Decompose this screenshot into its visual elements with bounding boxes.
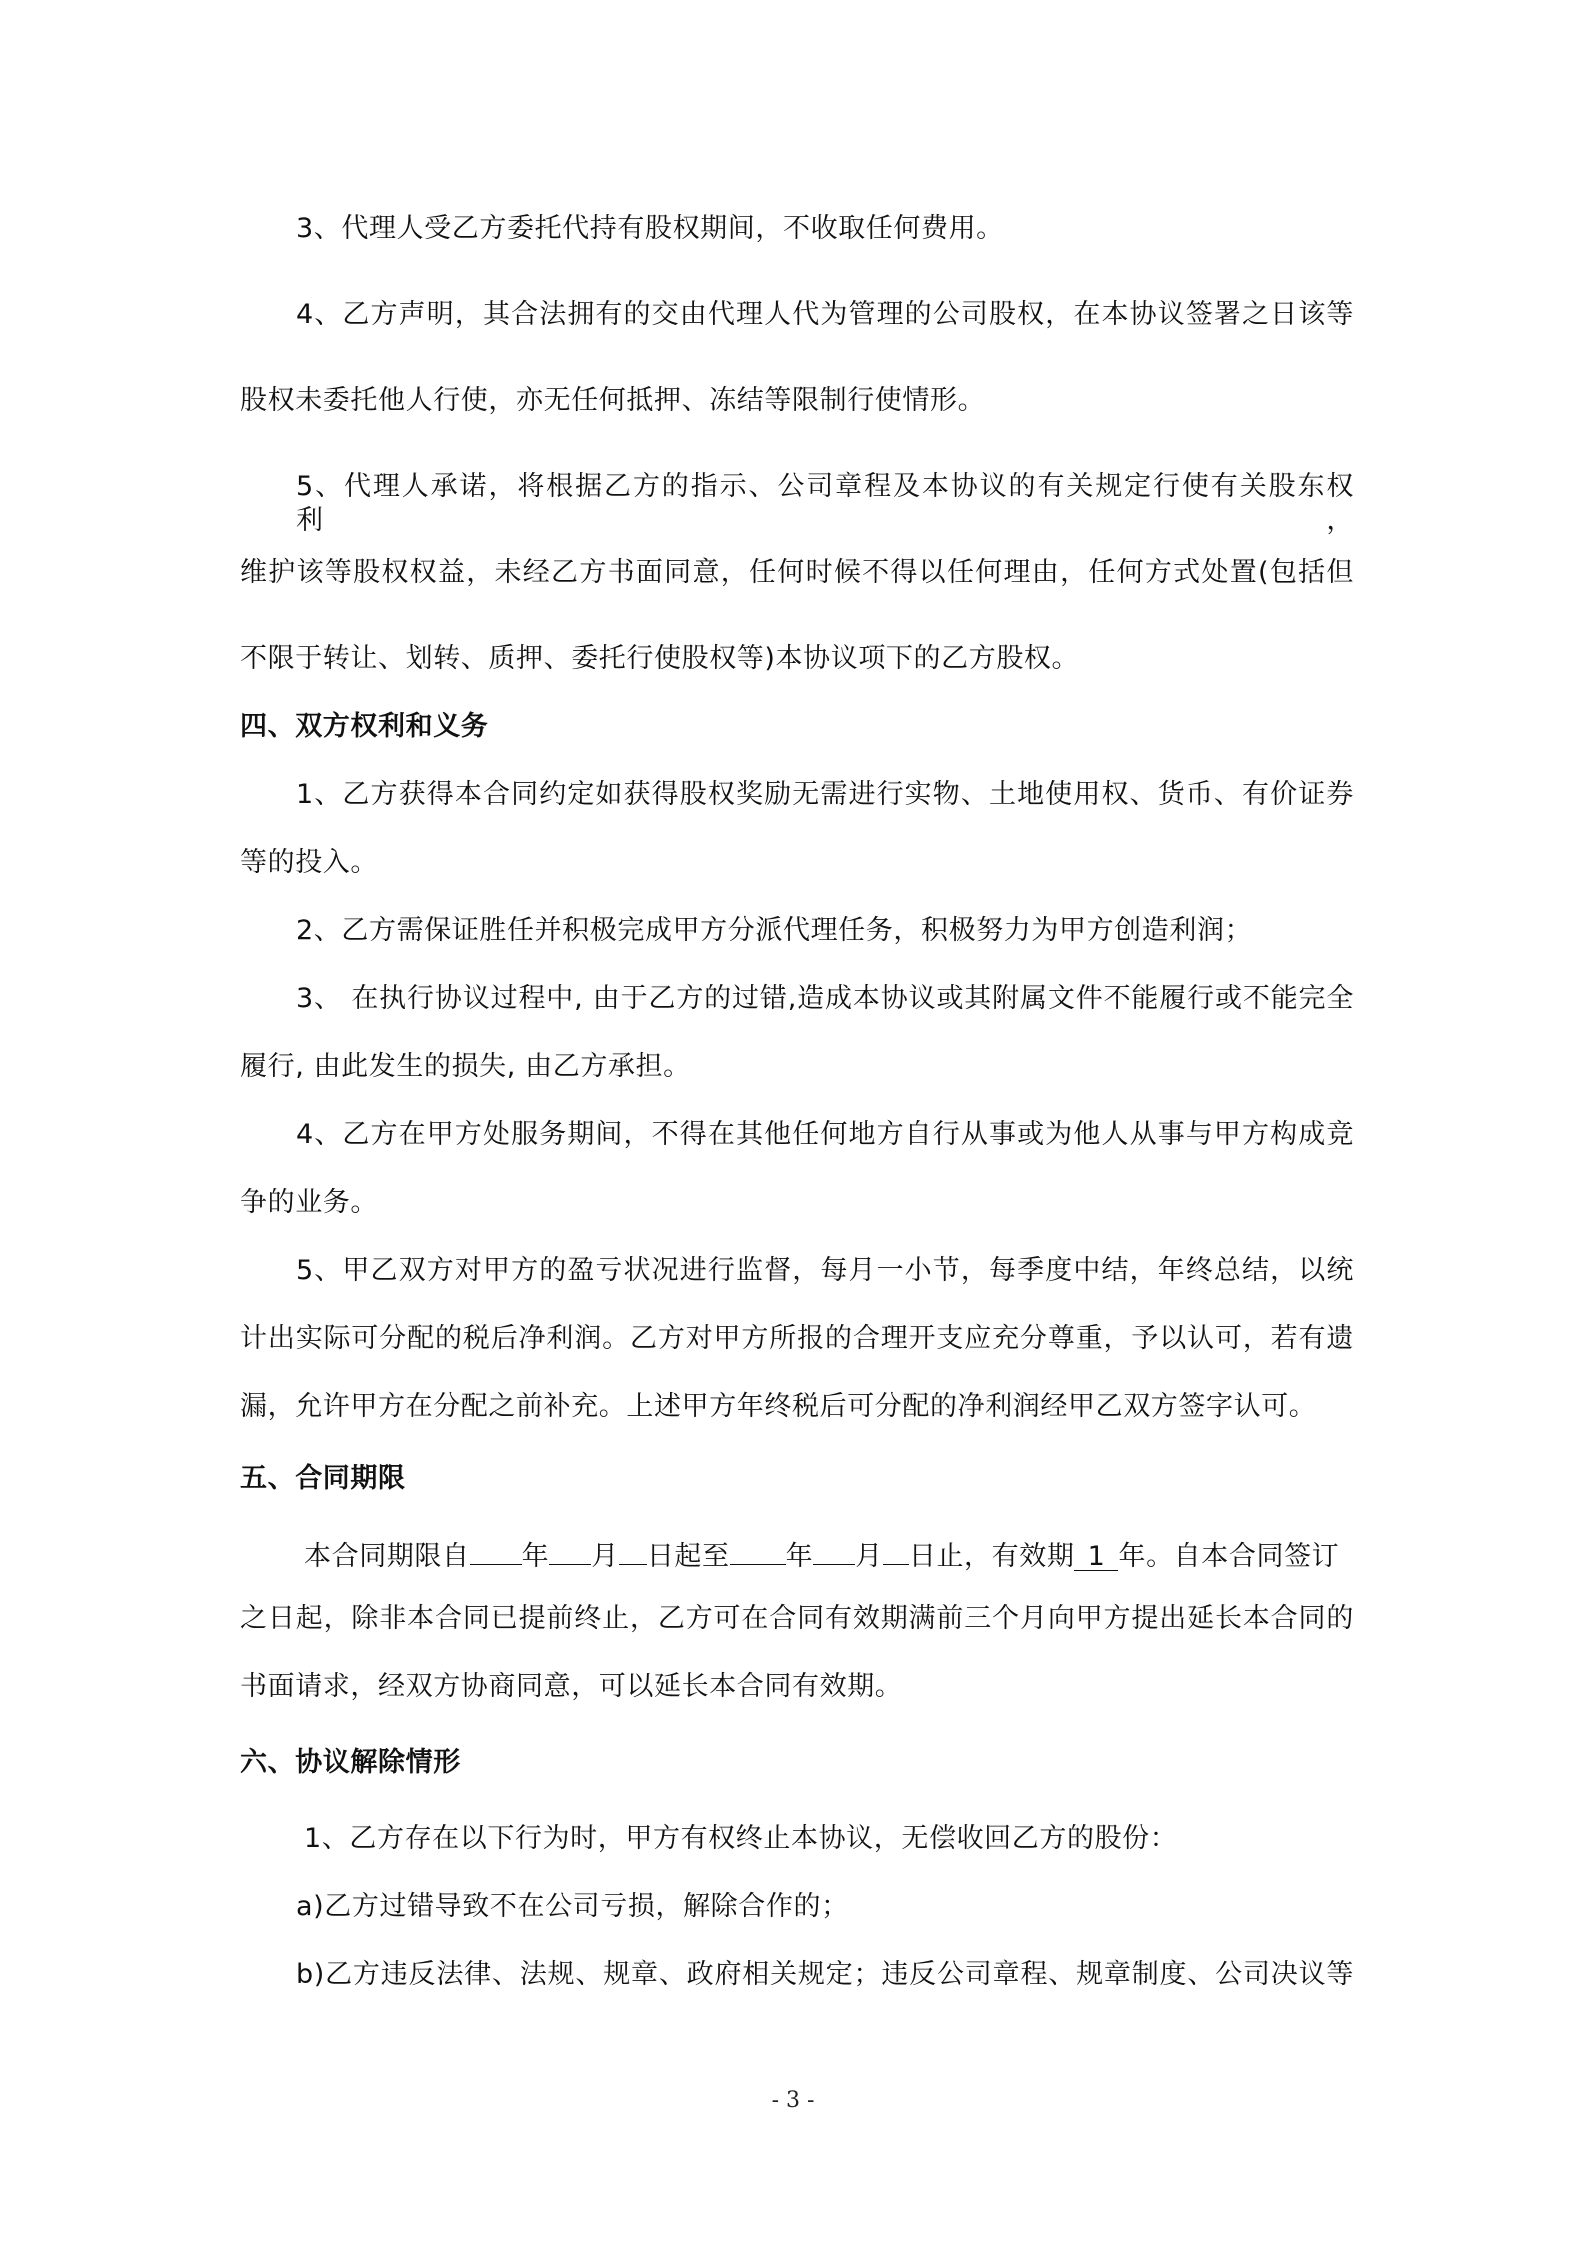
paragraph-item-5-line-2: 维护该等股权权益，未经乙方书面同意，任何时候不得以任何理由，任何方式处置(包括但 (240, 557, 1354, 588)
section-6-item-a: a)乙方过错导致不在公司亏损，解除合作的； (296, 1891, 849, 1922)
paragraph-item-3: 3、代理人受乙方委托代持有股权期间，不收取任何费用。 (296, 213, 1004, 244)
end-day-blank (883, 1534, 909, 1565)
section-4-item-2: 2、乙方需保证胜任并积极完成甲方分派代理任务，积极努力为甲方创造利润； (296, 915, 1253, 946)
end-month-label: 月 (855, 1541, 883, 1572)
section-4-item-5-line-2: 计出实际可分配的税后净利润。乙方对甲方所报的合理开支应充分尊重，予以认可，若有遗 (240, 1323, 1354, 1354)
section-6-heading: 六、协议解除情形 (240, 1747, 461, 1778)
section-4-item-1-line-1: 1、乙方获得本合同约定如获得股权奖励无需进行实物、土地使用权、货币、有价证券 (296, 779, 1354, 810)
end-year-blank (730, 1534, 786, 1565)
section-5-term-line (240, 1534, 1354, 1574)
section-5-heading: 五、合同期限 (240, 1463, 406, 1494)
section-6-item-b: b)乙方违反法律、法规、规章、政府相关规定；违反公司章程、规章制度、公司决议等 (296, 1959, 1354, 1990)
section-4-item-1-line-2: 等的投入。 (240, 847, 378, 878)
duration-suffix: 年。自本合同签订 (1118, 1541, 1340, 1572)
end-year-label: 年 (785, 1541, 814, 1572)
section-4-item-3-line-2: 履行, 由此发生的损失, 由乙方承担。 (240, 1051, 691, 1082)
start-month-blank (549, 1534, 591, 1565)
end-month-blank (813, 1534, 855, 1565)
end-day-label: 日止，有效期 (908, 1541, 1075, 1572)
start-day-blank (619, 1534, 647, 1565)
section-4-item-4-line-1: 4、乙方在甲方处服务期间，不得在其他任何地方自行从事或为他人从事与甲方构成竞 (296, 1119, 1354, 1150)
paragraph-item-5-line-1: 5、代理人承诺，将根据乙方的指示、公司章程及本协议的有关规定行使有关股东权利， (296, 471, 1354, 536)
paragraph-item-4-line-1: 4、乙方声明，其合法拥有的交由代理人代为管理的公司股权，在本协议签署之日该等 (296, 299, 1354, 330)
section-4-item-5-line-1: 5、甲乙双方对甲方的盈亏状况进行监督，每月一小节，每季度中结，年终总结，以统 (296, 1255, 1354, 1286)
start-year-blank (470, 1534, 522, 1565)
section-5-line-3: 书面请求，经双方协商同意，可以延长本合同有效期。 (240, 1671, 903, 1702)
section-4-item-5-line-3: 漏，允许甲方在分配之前补充。上述甲方年终税后可分配的净利润经甲乙双方签字认可。 (240, 1391, 1317, 1422)
section-4-heading: 四、双方权利和义务 (240, 711, 489, 742)
section-4-item-4-line-2: 争的业务。 (240, 1187, 378, 1218)
start-day-label: 日起至 (646, 1541, 730, 1572)
term-prefix: 本合同期限自 (304, 1541, 470, 1572)
duration-value: 1 (1074, 1540, 1118, 1571)
section-5-line-2: 之日起，除非本合同已提前终止，乙方可在合同有效期满前三个月向甲方提出延长本合同的 (240, 1603, 1354, 1634)
page-number: - 3 - (771, 2088, 815, 2113)
paragraph-item-5-line-3: 不限于转让、划转、质押、委托行使股权等)本协议项下的乙方股权。 (240, 643, 1080, 674)
start-year-label: 年 (521, 1541, 550, 1572)
section-4-item-3-line-1: 3、 在执行协议过程中, 由于乙方的过错,造成本协议或其附属文件不能履行或不能完全 (296, 983, 1354, 1014)
paragraph-item-4-line-2: 股权未委托他人行使，亦无任何抵押、冻结等限制行使情形。 (240, 385, 986, 416)
section-6-item-1: 1、乙方存在以下行为时，甲方有权终止本协议，无偿收回乙方的股份： (304, 1823, 1178, 1854)
start-month-label: 月 (591, 1541, 619, 1572)
